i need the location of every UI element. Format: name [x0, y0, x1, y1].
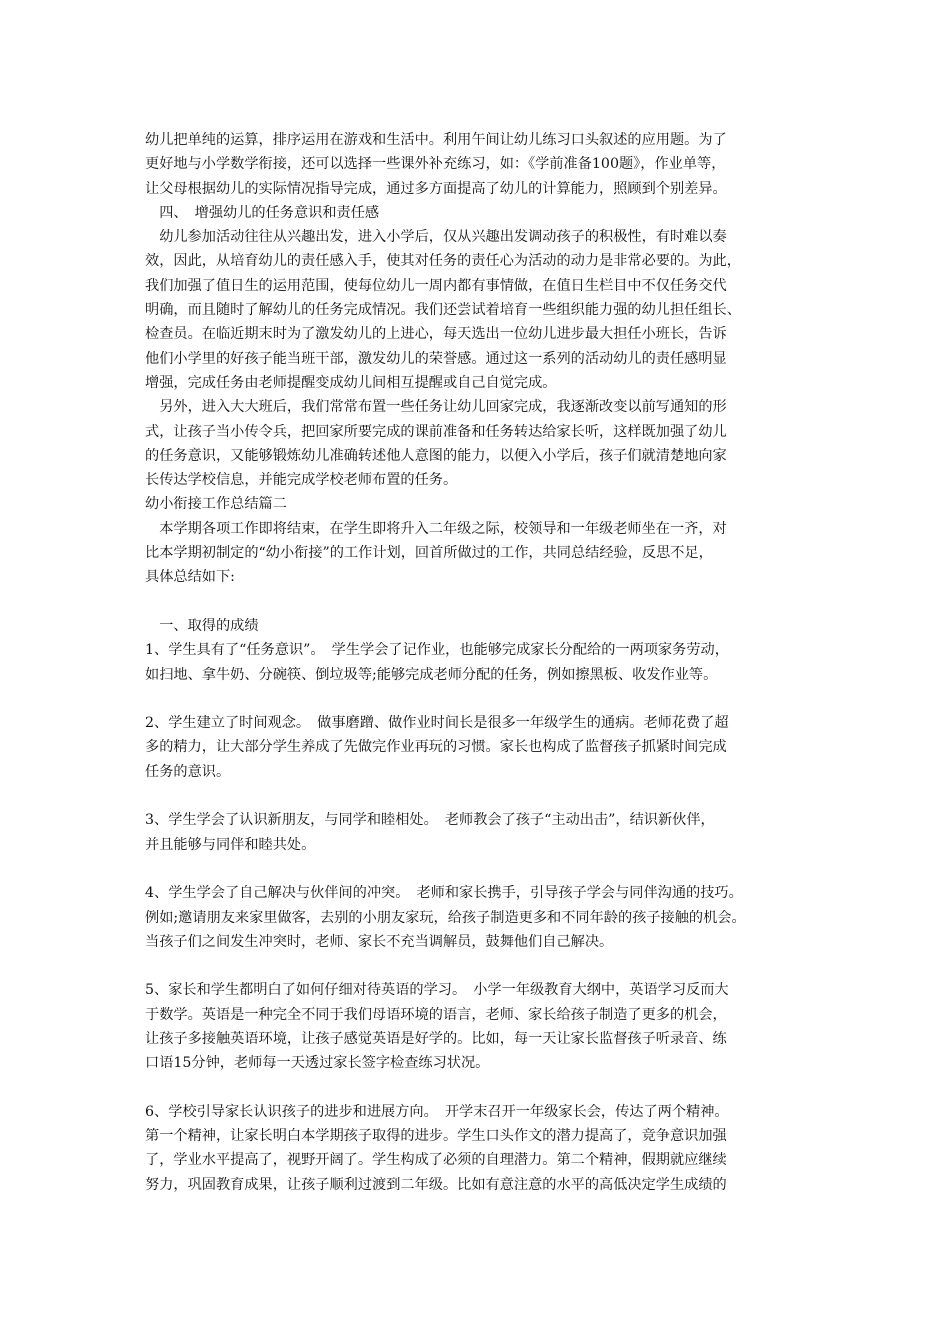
- text-line: 2、学生建立了时间观念。 做事磨蹭、做作业时间长是很多一年级学生的通病。老师花费了超: [145, 715, 729, 732]
- text-line: 第一个精神，让家长明白本学期孩子取得的进步。学生口头作文的潜力提高了，竞争意识加强: [145, 1128, 727, 1145]
- text-line: 幼儿把单纯的运算，排序运用在游戏和生活中。利用午间让幼儿练习口头叙述的应用题。为了: [145, 132, 727, 148]
- text-line: 我们加强了值日生的运用范围，使每位幼儿一周内都有事情做，在值日生栏目中不仅任务交代: [145, 277, 727, 294]
- blank-line: [145, 1076, 835, 1100]
- text-line: 他们小学里的好孩子能当班干部，激发幼儿的荣誉感。通过这一系列的活动幼儿的责任感明显: [145, 350, 727, 367]
- text-line: 具体总结如下:: [145, 569, 235, 586]
- text-line: 多的精力，让大部分学生养成了先做完作业再玩的习惯。家长也构成了监督孩子抓紧时间完成: [145, 739, 727, 756]
- text-line: 了，学业水平提高了，视野开阔了。学生构成了必须的自理潜力。第二个精神，假期就应继续: [145, 1152, 727, 1169]
- text-line: 如扫地、拿牛奶、分碗筷、倒垃圾等;能够完成老师分配的任务，例如擦黑板、收发作业等。: [145, 666, 718, 683]
- text-line: 幼小衔接工作总结篇二: [145, 496, 287, 513]
- text-line: 检查员。在临近期末时为了激发幼儿的上进心，每天选出一位幼儿进步最大担任小班长，告诉: [145, 326, 727, 343]
- text-line: 6、学校引导家长认识孩子的进步和进展方向。 开学末召开一年级家长会，传达了两个精神。: [145, 1103, 729, 1120]
- text-line: 3、学生学会了认识新朋友，与同学和睦相处。 老师教会了孩子“主动出击”，结识新伙伴，: [145, 812, 715, 829]
- text-line: 努力，巩固教育成果，让孩子顺利过渡到二年级。比如有意注意的水平的高低决定学生成绩的: [145, 1176, 727, 1193]
- blank-line: [145, 954, 835, 978]
- text-line: 任务的意识。: [145, 763, 231, 780]
- text-line: 增强，完成任务由老师提醒变成幼儿间相互提醒或自己自觉完成。: [145, 374, 557, 391]
- blank-line: [145, 687, 835, 711]
- text-line: 本学期各项工作即将结束，在学生即将升入二年级之际，校领导和一年级老师坐在一齐，对: [145, 520, 727, 537]
- text-line: 效，因此，从培育幼儿的责任感入手，使其对任务的责任心为活动的动力是非常必要的。为此，: [145, 253, 741, 270]
- text-line: 于数学。英语是一种完全不同于我们母语环境的语言，老师、家长给孩子制造了更多的机会，: [145, 1006, 727, 1023]
- text-line: 另外，进入大大班后，我们常常布置一些任务让幼儿回家完成，我逐渐改变以前写通知的形: [145, 399, 727, 416]
- text-line: 例如;邀请朋友来家里做客，去别的小朋友家玩，给孩子制造更多和不同年龄的孩子接触的机会。: [145, 909, 746, 926]
- text-line: 长传达学校信息，并能完成学校老师布置的任务。: [145, 472, 458, 489]
- text-line: 比本学期初制定的“幼小衔接”的工作计划，回首所做过的工作，共同总结经验，反思不足，: [145, 545, 713, 562]
- text-line: 明确，而且随时了解幼儿的任务完成情况。我们还尝试着培育一些组织能力强的幼儿担任组长、: [145, 302, 741, 319]
- text-line: 5、家长和学生都明白了如何仔细对待英语的学习。 小学一年级教育大纲中，英语学习反而大: [145, 982, 729, 999]
- blank-line: [145, 784, 835, 808]
- text-line: 让父母根据幼儿的实际情况指导完成，通过多方面提高了幼儿的计算能力，照顾到个别差异。: [145, 180, 727, 197]
- text-line: 幼儿参加活动往往从兴趣出发，进入小学后，仅从兴趣出发调动孩子的积极性，有时难以奏: [145, 229, 727, 246]
- text-line: 一、取得的成绩: [145, 617, 259, 634]
- text-line: 的任务意识，又能够锻炼幼儿准确转述他人意图的能力，以便入小学后，孩子们就清楚地向家: [145, 447, 727, 464]
- text-line: 当孩子们之间发生冲突时，老师、家长不充当调解员，鼓舞他们自己解决。: [145, 933, 614, 950]
- text-line: 口语15分钟，老师每一天透过家长签字检查练习状况。: [145, 1055, 490, 1072]
- text-line: 更好地与小学数学衔接，还可以选择一些课外补充练习，如：《学前准备100题》，作业单等，: [145, 156, 726, 173]
- text-line: 并且能够与同伴和睦共处。: [145, 836, 316, 853]
- text-line: 式，让孩子当小传令兵，把回家所要完成的课前准备和任务转达给家长听，这样既加强了幼儿: [145, 423, 727, 440]
- text-line: 让孩子多接触英语环境，让孩子感觉英语是好学的。比如，每一天让家长监督孩子听录音、练: [145, 1030, 727, 1047]
- document-body: [145, 128, 835, 1197]
- blank-line: [145, 590, 835, 614]
- text-line: 四、 增强幼儿的任务意识和责任感: [145, 204, 380, 221]
- text-line: 1、学生具有了“任务意识”。 学生学会了记作业，也能够完成家长分配给的一两项家务劳动，: [145, 642, 729, 659]
- text-line: 4、学生学会了自己解决与伙伴间的冲突。 老师和家长携手，引导孩子学会与同伴沟通的技巧。: [145, 885, 743, 902]
- blank-line: [145, 857, 835, 881]
